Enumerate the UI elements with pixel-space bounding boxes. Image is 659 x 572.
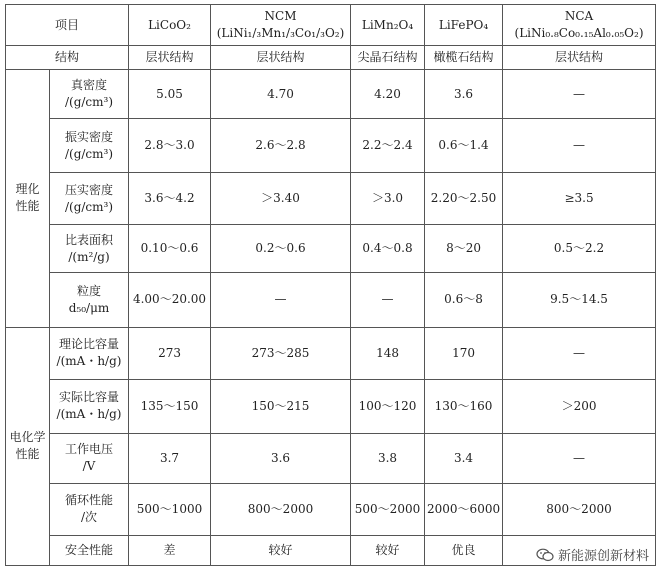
table-cell: 800～2000 xyxy=(211,483,351,535)
table-cell: 170 xyxy=(425,327,503,379)
table-cell: 优良 xyxy=(425,535,503,565)
row-label-unit: /(mA・h/g) xyxy=(56,354,122,369)
table-cell: 8～20 xyxy=(425,225,503,273)
row-label xyxy=(50,379,129,433)
table-cell: 4.20 xyxy=(351,70,425,119)
row-label-line: 压实密度 xyxy=(65,182,114,197)
row-label: 结构 xyxy=(6,46,129,70)
table-cell: 5.05 xyxy=(129,70,211,119)
table-cell: 3.7 xyxy=(129,433,211,483)
wechat-icon xyxy=(536,548,554,562)
table-cell: 层状结构 xyxy=(503,46,656,70)
row-label-line: 粒度 xyxy=(77,283,102,298)
row-label xyxy=(50,433,129,483)
table-row xyxy=(6,273,656,327)
group-label-physchem xyxy=(6,70,50,327)
table-row xyxy=(6,483,656,535)
row-label xyxy=(50,327,129,379)
group-label-electrochem xyxy=(6,327,50,565)
table-cell: 尖晶石结构 xyxy=(351,46,425,70)
group-label-line: 性能 xyxy=(15,447,40,462)
row-label-unit: /(g/cm³) xyxy=(64,146,114,161)
table-cell: 3.6 xyxy=(211,433,351,483)
table-cell: 0.6～1.4 xyxy=(425,119,503,173)
table-row xyxy=(6,70,656,119)
table-cell: 3.6～4.2 xyxy=(129,173,211,225)
row-label: 安全性能 xyxy=(50,535,129,565)
header-nca-formula: (LiNi₀.₈Co₀.₁₅Al₀.₀₅O₂) xyxy=(514,26,644,41)
table-cell: 橄榄石结构 xyxy=(425,46,503,70)
table-cell: ≥3.5 xyxy=(503,173,656,225)
table-cell: 100～120 xyxy=(351,379,425,433)
table-row xyxy=(6,433,656,483)
table-cell: ＞3.0 xyxy=(351,173,425,225)
row-label-line: 实际比容量 xyxy=(59,390,120,405)
row-label-line: 振实密度 xyxy=(65,129,114,144)
table-cell: 4.00～20.00 xyxy=(129,273,211,327)
header-limn2o4: LiMn₂O₄ xyxy=(351,5,425,46)
table-row xyxy=(6,225,656,273)
table-cell: 较好 xyxy=(211,535,351,565)
table-row xyxy=(6,119,656,173)
header-nca-name: NCA xyxy=(564,9,594,24)
table-cell: 800～2000 xyxy=(503,483,656,535)
header-licoo2: LiCoO₂ xyxy=(129,5,211,46)
row-label-unit: /(g/cm³) xyxy=(64,95,114,110)
table-cell: ＞200 xyxy=(503,379,656,433)
table-cell: 273 xyxy=(129,327,211,379)
header-nca xyxy=(503,5,656,46)
header-item: 项目 xyxy=(6,5,129,46)
table-cell: 0.4～0.8 xyxy=(351,225,425,273)
group-label-line: 电化学 xyxy=(9,430,46,445)
header-lifepo4: LiFePO₄ xyxy=(425,5,503,46)
table-cell: 500～1000 xyxy=(129,483,211,535)
table-cell: — xyxy=(503,119,656,173)
table-cell: 150～215 xyxy=(211,379,351,433)
row-label xyxy=(50,173,129,225)
table-row xyxy=(6,173,656,225)
row-label-line: 真密度 xyxy=(71,78,108,93)
table-cell: 层状结构 xyxy=(211,46,351,70)
table-cell: 0.5～2.2 xyxy=(503,225,656,273)
watermark-text: 新能源创新材料 xyxy=(557,549,649,564)
row-label-line: 理论比容量 xyxy=(59,337,120,352)
table-cell: 4.70 xyxy=(211,70,351,119)
structure-row xyxy=(6,46,656,70)
table-cell: 3.4 xyxy=(425,433,503,483)
row-label-unit: /(m²/g) xyxy=(68,249,110,264)
table-cell: 0.2～0.6 xyxy=(211,225,351,273)
table-cell: 层状结构 xyxy=(129,46,211,70)
group-label-line: 性能 xyxy=(15,199,40,214)
table-cell: 差 xyxy=(129,535,211,565)
table-cell: 0.6～8 xyxy=(425,273,503,327)
table-cell: 2.20～2.50 xyxy=(425,173,503,225)
group-label-line: 理化 xyxy=(15,182,40,197)
table-row xyxy=(6,379,656,433)
table-cell: 3.8 xyxy=(351,433,425,483)
table-cell: — xyxy=(211,273,351,327)
table-cell: 273～285 xyxy=(211,327,351,379)
table-row xyxy=(6,327,656,379)
row-label-unit: /V xyxy=(82,459,96,474)
table-cell: 较好 xyxy=(351,535,425,565)
materials-comparison-table xyxy=(5,4,656,566)
table-cell: 3.6 xyxy=(425,70,503,119)
table-cell: 148 xyxy=(351,327,425,379)
row-label xyxy=(50,70,129,119)
row-label-line: 比表面积 xyxy=(65,232,114,247)
row-label-unit: /(g/cm³) xyxy=(64,199,114,214)
row-label-line: 循环性能 xyxy=(65,493,114,508)
table-cell: 2.2～2.4 xyxy=(351,119,425,173)
header-ncm-formula: (LiNi₁/₃Mn₁/₃Co₁/₃O₂) xyxy=(216,26,345,41)
table-cell: — xyxy=(503,433,656,483)
row-label xyxy=(50,119,129,173)
table-cell: ＞3.40 xyxy=(211,173,351,225)
table-cell: 135～150 xyxy=(129,379,211,433)
header-ncm xyxy=(211,5,351,46)
table-cell: 2000～6000 xyxy=(425,483,503,535)
header-row xyxy=(6,5,656,46)
table-cell: 9.5～14.5 xyxy=(503,273,656,327)
row-label xyxy=(50,483,129,535)
table-cell: — xyxy=(503,327,656,379)
table-cell: — xyxy=(351,273,425,327)
table-cell: 500～2000 xyxy=(351,483,425,535)
row-label-unit: d₅₀/μm xyxy=(68,300,110,315)
table-cell: 0.10～0.6 xyxy=(129,225,211,273)
header-ncm-name: NCM xyxy=(264,9,297,24)
table-cell: — xyxy=(503,70,656,119)
table-cell: 2.6～2.8 xyxy=(211,119,351,173)
row-label xyxy=(50,225,129,273)
row-label-line: 工作电压 xyxy=(65,442,114,457)
table-cell: 130～160 xyxy=(425,379,503,433)
row-label-unit: /次 xyxy=(80,510,98,525)
table-cell: 2.8～3.0 xyxy=(129,119,211,173)
row-label-unit: /(mA・h/g) xyxy=(56,407,122,422)
row-label xyxy=(50,273,129,327)
watermark xyxy=(534,545,651,564)
